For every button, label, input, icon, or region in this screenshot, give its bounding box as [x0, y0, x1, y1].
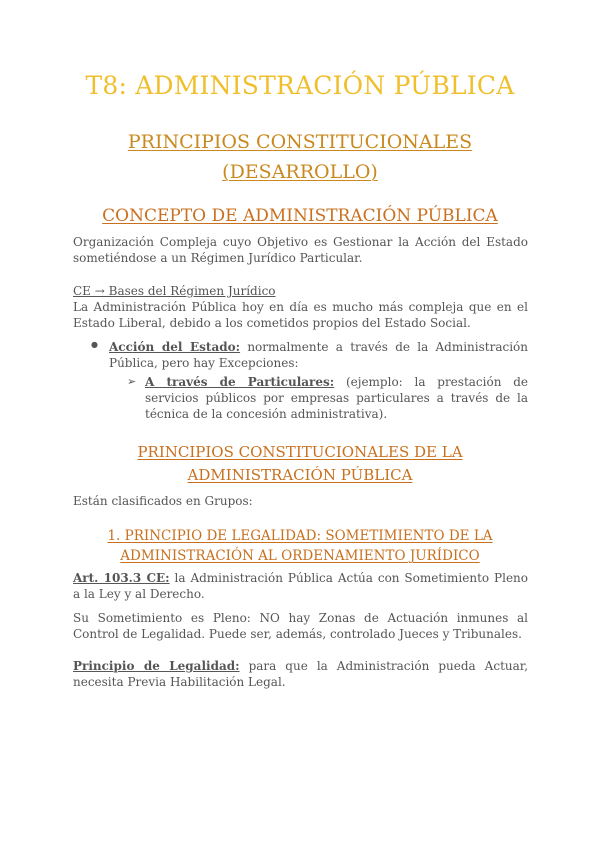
subtitle-line-1: PRINCIPIOS CONSTITUCIONALES — [127, 131, 473, 153]
clasificacion-intro: Están clasificados en Grupos: — [73, 494, 253, 508]
section-heading-concepto: CONCEPTO DE ADMINISTRACIÓN PÚBLICA — [102, 206, 498, 226]
bullet-icon: ● — [91, 340, 98, 349]
page-title: T8: ADMINISTRACIÓN PÚBLICA — [85, 71, 515, 100]
section-heading-principios-line-1: PRINCIPIOS CONSTITUCIONALES DE LA — [137, 443, 463, 461]
definition-paragraph: Organización Compleja cuyo Objetivo es Gestionar la Acción del Estado sometiéndose a un Régimen Jurídico Particular. — [73, 235, 528, 265]
sub-bullet-particulares: A través de Particulares: (ejemplo: la prestación de servicios públicos por empresas particulares a través de la técnica de la concesión administrativa). — [145, 375, 528, 421]
sometimiento-pleno-paragraph: Su Sometimiento es Pleno: NO hay Zonas de Actuación inmunes al Control de Legalidad. Puede ser, además, controlado Jueces y Tribunales. — [73, 611, 528, 641]
section-heading-principios-line-2: ADMINISTRACIÓN PÚBLICA — [187, 466, 413, 484]
ce-bases-label: CE → Bases del Régimen Jurídico — [73, 284, 276, 298]
section-heading-legalidad-line-1: 1. PRINCIPIO DE LEGALIDAD: SOMETIMIENTO DE LA — [107, 528, 493, 544]
arrow-bullet-icon: ➢ — [127, 375, 137, 388]
art-103-paragraph: Art. 103.3 CE: la Administración Pública Actúa con Sometimiento Pleno a la Ley y al Derecho. — [73, 571, 528, 601]
subtitle-line-2: (DESARROLLO) — [222, 161, 378, 183]
bullet-accion-estado: Acción del Estado: normalmente a través de la Administración Pública, pero hay Excepciones: — [109, 340, 528, 370]
principio-legalidad-paragraph: Principio de Legalidad: para que la Administración pueda Actuar, necesita Previa Habilitación Legal. — [73, 659, 529, 689]
section-heading-legalidad-line-2: ADMINISTRACIÓN AL ORDENAMIENTO JURÍDICO — [120, 548, 480, 564]
ce-bases-paragraph: La Administración Pública hoy en día es mucho más compleja que en el Estado Liberal, debido a los cometidos propios del Estado Social. — [73, 300, 528, 330]
